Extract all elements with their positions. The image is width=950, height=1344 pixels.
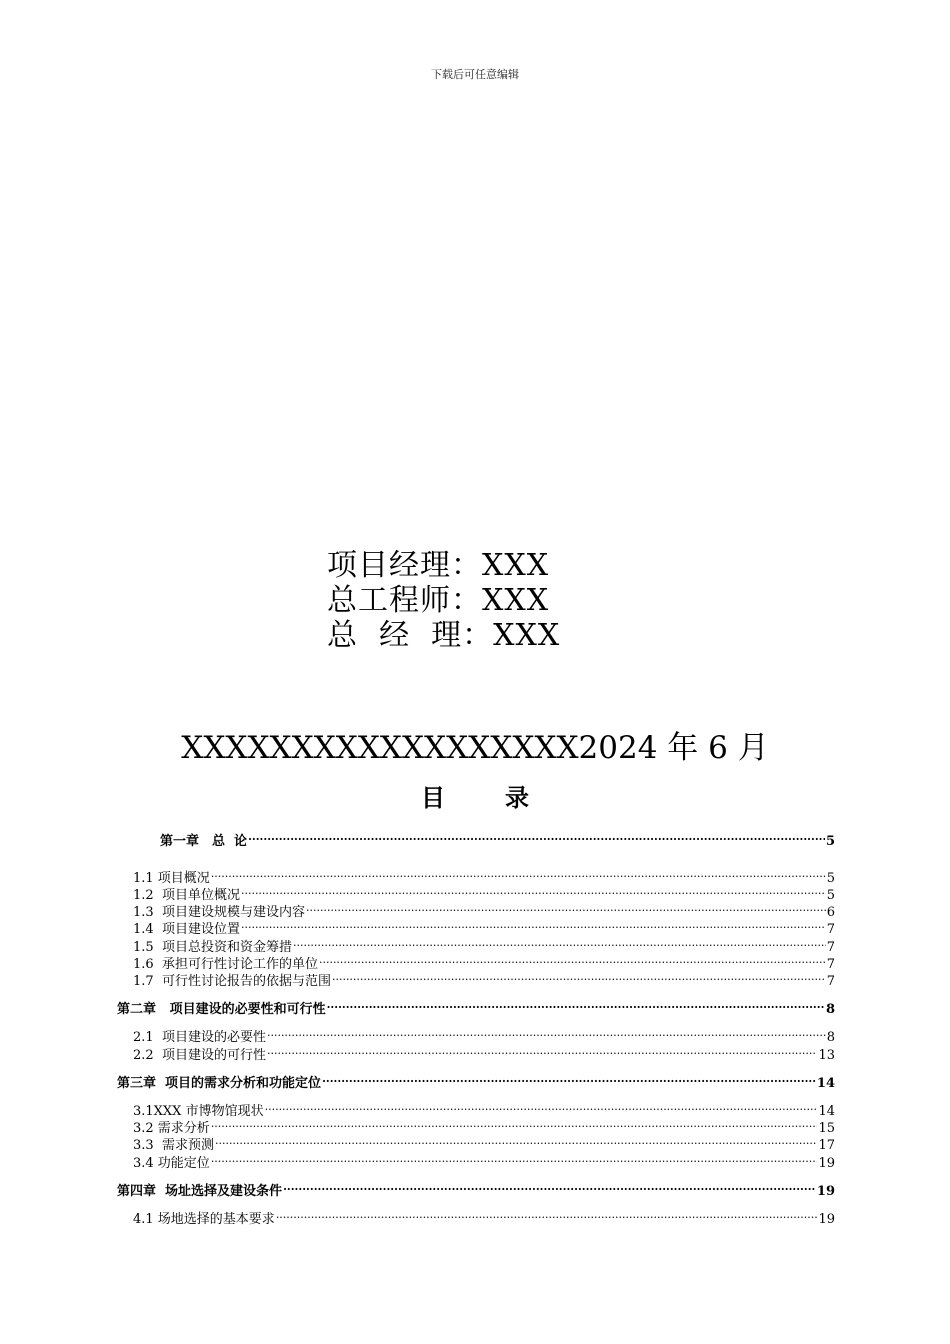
toc-page-number: 14 xyxy=(818,1104,835,1119)
toc-section-entry xyxy=(133,1134,835,1153)
toc-leader-dots xyxy=(327,1000,825,1013)
toc-section-entry xyxy=(133,918,835,937)
toc-section-entry xyxy=(133,970,835,989)
toc-leader-dots xyxy=(276,1210,818,1223)
toc-page-number: 17 xyxy=(818,1138,835,1153)
toc-entry-text: 1.2 项目单位概况 xyxy=(133,888,240,903)
toc-section-entry xyxy=(133,1152,835,1171)
toc-leader-dots xyxy=(319,955,826,968)
company-and-date: XXXXXXXXXXXXXXXXXX2024 年 6 月 xyxy=(181,730,769,766)
toc-entry-text: 1.7 可行性讨论报告的依据与范围 xyxy=(133,974,331,989)
toc-entry-text: 4.1 场地选择的基本要求 xyxy=(133,1212,275,1227)
toc-page-number: 6 xyxy=(826,905,835,920)
toc-entry-text: 第一章 总 论 xyxy=(160,834,248,849)
toc-leader-dots xyxy=(306,903,826,916)
toc-section-entry xyxy=(133,1026,835,1045)
signature-label: 总 经 理： xyxy=(327,618,494,653)
signature-value: XXX xyxy=(482,548,550,583)
toc-leader-dots xyxy=(241,886,826,899)
signature-value: XXX xyxy=(482,583,550,618)
signature-general-manager xyxy=(327,618,560,653)
toc-leader-dots xyxy=(322,1074,816,1087)
toc-page-number: 19 xyxy=(818,1156,835,1171)
signature-project-manager xyxy=(327,548,560,583)
toc-page-number: 14 xyxy=(816,1076,835,1091)
signature-label: 总工程师： xyxy=(327,583,482,618)
toc-entry-text: 1.6 承担可行性讨论工作的单位 xyxy=(133,957,318,972)
toc-page-number: 7 xyxy=(826,974,835,989)
toc-leader-dots xyxy=(248,832,825,845)
toc-page-number: 5 xyxy=(826,888,835,903)
toc-entry-text: 第三章 项目的需求分析和功能定位 xyxy=(117,1076,322,1091)
toc-entry-text: 1.5 项目总投资和资金筹措 xyxy=(133,940,292,955)
signature-value: XXX xyxy=(493,618,561,653)
toc-leader-dots xyxy=(332,972,826,985)
toc-entry-text: 3.2 需求分析 xyxy=(133,1121,210,1136)
signature-block xyxy=(327,548,560,653)
toc-page-number: 5 xyxy=(826,871,835,886)
toc-leader-dots xyxy=(283,1182,816,1195)
toc-chapter-entry xyxy=(117,1180,835,1199)
header-note: 下载后可任意编辑 xyxy=(431,68,519,81)
toc-entry-text: 2.1 项目建设的必要性 xyxy=(133,1030,266,1045)
toc-leader-dots xyxy=(241,920,826,933)
toc-leader-dots xyxy=(267,1046,818,1059)
toc-leader-dots xyxy=(265,1102,818,1115)
toc-entry-text: 第二章 项目建设的必要性和可行性 xyxy=(117,1002,326,1017)
toc-chapter-entry xyxy=(117,998,835,1017)
toc-entry-text: 1.1 项目概况 xyxy=(133,871,210,886)
toc-entry-text: 第四章 场址选择及建设条件 xyxy=(117,1184,283,1199)
toc-page-number: 15 xyxy=(818,1121,835,1136)
toc-page-number: 7 xyxy=(826,922,835,937)
toc-page-number: 7 xyxy=(826,940,835,955)
toc-leader-dots xyxy=(215,1136,818,1149)
toc-page-number: 19 xyxy=(818,1212,835,1227)
toc-entry-text: 3.1XXX 市博物馆现状 xyxy=(133,1104,264,1119)
toc-page-number: 8 xyxy=(826,1030,835,1045)
toc-entry-text: 2.2 项目建设的可行性 xyxy=(133,1048,266,1063)
toc-entry-text: 1.3 项目建设规模与建设内容 xyxy=(133,905,305,920)
toc-leader-dots xyxy=(267,1028,826,1041)
signature-chief-engineer xyxy=(327,583,560,618)
toc-section-entry xyxy=(133,1208,835,1227)
toc-chapter-entry xyxy=(117,1072,835,1091)
toc-page-number: 7 xyxy=(826,957,835,972)
signature-label: 项目经理： xyxy=(327,548,482,583)
toc-leader-dots xyxy=(293,938,826,951)
toc-page-number: 13 xyxy=(818,1048,835,1063)
toc-entry-text: 1.4 项目建设位置 xyxy=(133,922,240,937)
toc-page-number: 19 xyxy=(816,1184,835,1199)
toc-section-entry xyxy=(133,1044,835,1063)
toc-entry-text: 3.4 功能定位 xyxy=(133,1156,210,1171)
toc-leader-dots xyxy=(211,1154,818,1167)
toc-leader-dots xyxy=(211,1119,818,1132)
toc-entry-text: 3.3 需求预测 xyxy=(133,1138,214,1153)
toc-leader-dots xyxy=(211,869,826,882)
toc-page-number: 8 xyxy=(825,1002,835,1017)
toc-chapter-entry xyxy=(160,830,835,849)
toc-page-number: 5 xyxy=(825,834,835,849)
toc-title: 目录 xyxy=(421,783,589,812)
